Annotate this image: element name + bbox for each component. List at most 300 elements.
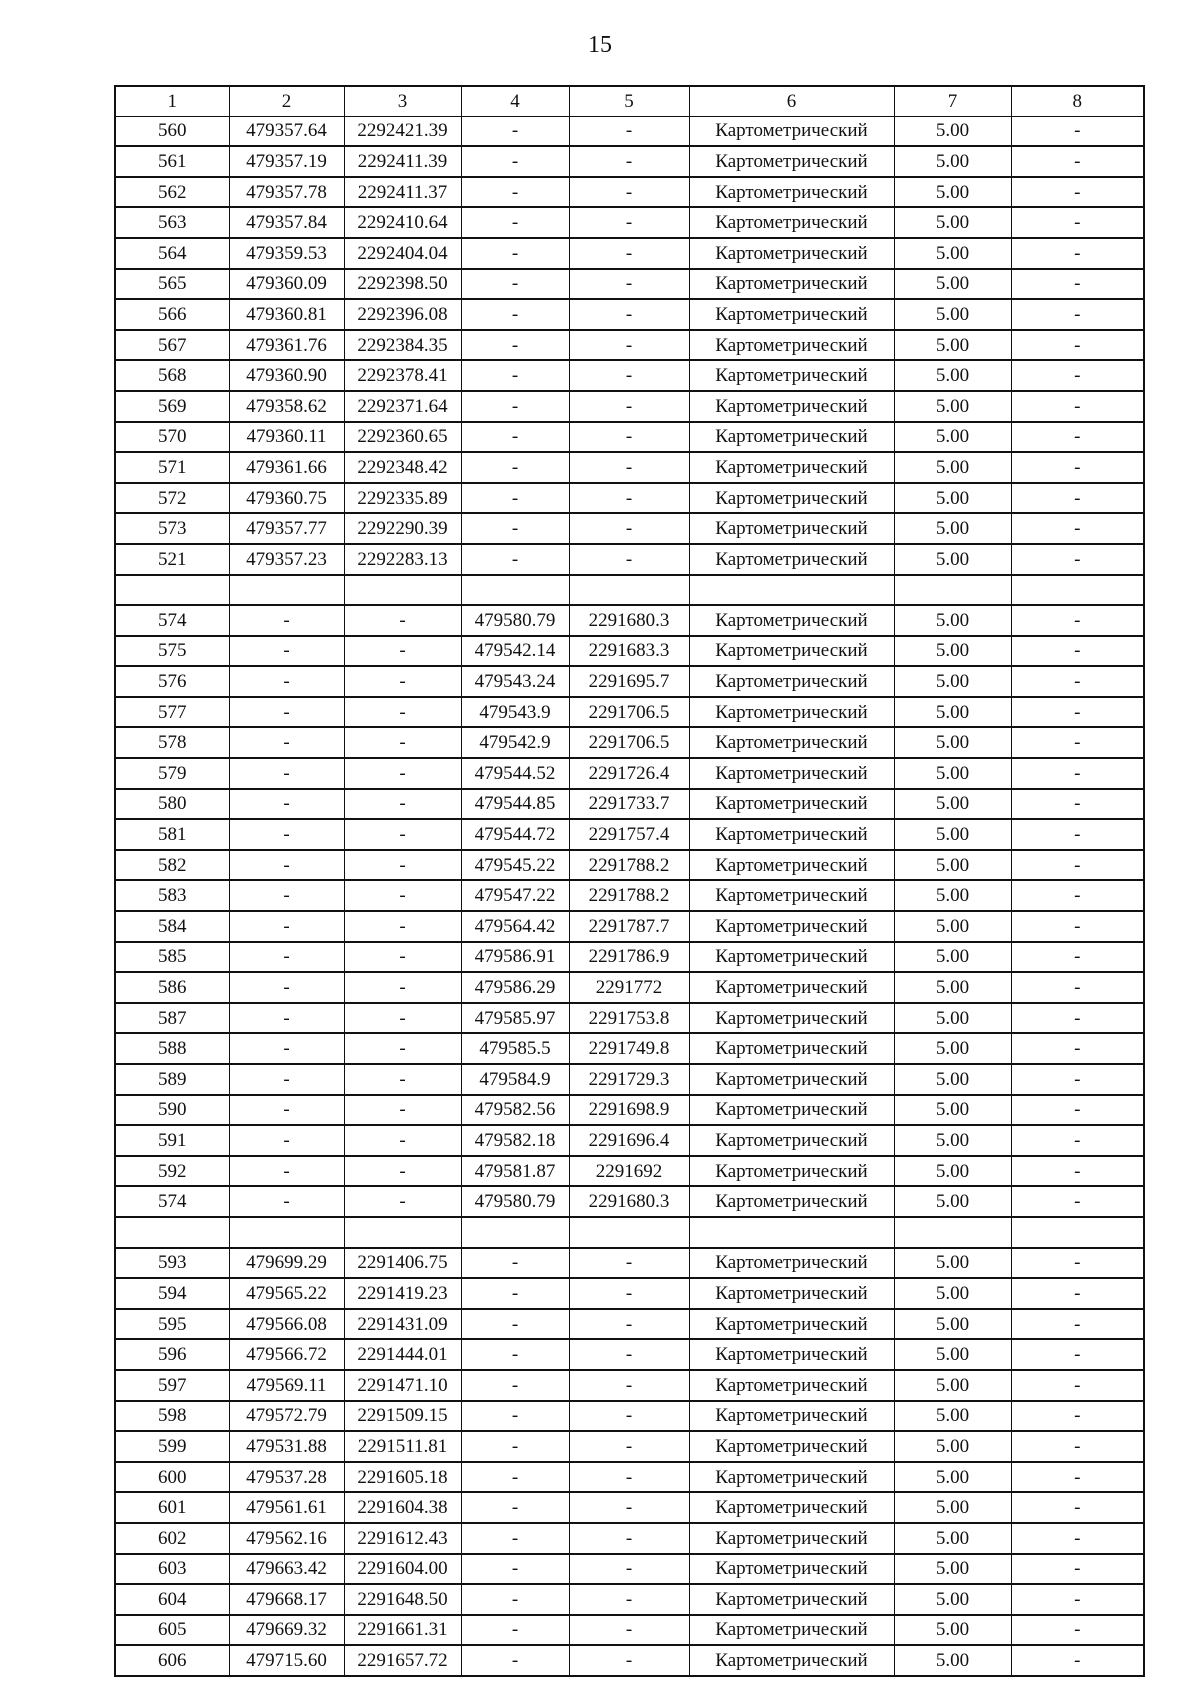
note-cell: - <box>1011 880 1144 911</box>
x-new-coordinate-cell: - <box>461 1248 569 1279</box>
y-coordinate-cell: 2291612.43 <box>344 1523 461 1554</box>
x-new-coordinate-cell: 479543.9 <box>461 697 569 728</box>
x-coordinate-cell: - <box>229 850 344 881</box>
x-coordinate-cell <box>229 575 344 606</box>
y-new-coordinate-cell: - <box>569 452 689 483</box>
point-number-cell: 574 <box>115 605 229 636</box>
y-new-coordinate-cell: - <box>569 391 689 422</box>
y-new-coordinate-cell: - <box>569 360 689 391</box>
y-coordinate-cell: - <box>344 727 461 758</box>
y-coordinate-cell: 2292360.65 <box>344 422 461 453</box>
table-row <box>115 1431 1144 1462</box>
y-coordinate-cell: - <box>344 880 461 911</box>
x-new-coordinate-cell: - <box>461 452 569 483</box>
y-coordinate-cell: 2292411.37 <box>344 177 461 208</box>
point-number-cell: 572 <box>115 483 229 514</box>
accuracy-cell: 5.00 <box>894 513 1011 544</box>
accuracy-cell: 5.00 <box>894 605 1011 636</box>
method-cell: Картометрический <box>689 880 894 911</box>
accuracy-cell: 5.00 <box>894 1615 1011 1646</box>
x-coordinate-cell: - <box>229 1064 344 1095</box>
table-row <box>115 1645 1144 1676</box>
accuracy-cell: 5.00 <box>894 1523 1011 1554</box>
note-cell: - <box>1011 146 1144 177</box>
method-cell: Картометрический <box>689 605 894 636</box>
y-new-coordinate-cell: 2291680.3 <box>569 605 689 636</box>
x-new-coordinate-cell <box>461 575 569 606</box>
x-coordinate-cell: 479360.11 <box>229 422 344 453</box>
x-coordinate-cell: 479699.29 <box>229 1248 344 1279</box>
x-coordinate-cell: 479569.11 <box>229 1370 344 1401</box>
header-cell-1: 1 <box>115 86 229 116</box>
y-coordinate-cell: - <box>344 819 461 850</box>
point-number-cell: 589 <box>115 1064 229 1095</box>
x-coordinate-cell: 479566.72 <box>229 1339 344 1370</box>
accuracy-cell: 5.00 <box>894 146 1011 177</box>
y-coordinate-cell: - <box>344 789 461 820</box>
y-new-coordinate-cell: 2291788.2 <box>569 850 689 881</box>
y-new-coordinate-cell: 2291695.7 <box>569 666 689 697</box>
accuracy-cell: 5.00 <box>894 238 1011 269</box>
accuracy-cell: 5.00 <box>894 483 1011 514</box>
y-new-coordinate-cell: - <box>569 146 689 177</box>
method-cell: Картометрический <box>689 116 894 146</box>
note-cell: - <box>1011 1033 1144 1064</box>
note-cell: - <box>1011 513 1144 544</box>
table-row <box>115 269 1144 300</box>
y-coordinate-cell: 2291511.81 <box>344 1431 461 1462</box>
x-new-coordinate-cell: 479586.29 <box>461 972 569 1003</box>
method-cell: Картометрический <box>689 1339 894 1370</box>
table-header <box>115 86 1144 116</box>
method-cell: Картометрический <box>689 330 894 361</box>
method-cell: Картометрический <box>689 1492 894 1523</box>
y-coordinate-cell: 2292283.13 <box>344 544 461 575</box>
y-new-coordinate-cell: - <box>569 513 689 544</box>
x-coordinate-cell: - <box>229 1003 344 1034</box>
accuracy-cell: 5.00 <box>894 1554 1011 1585</box>
table-row <box>115 1064 1144 1095</box>
accuracy-cell: 5.00 <box>894 1064 1011 1095</box>
method-cell: Картометрический <box>689 1248 894 1279</box>
accuracy-cell: 5.00 <box>894 1339 1011 1370</box>
y-coordinate-cell: 2292335.89 <box>344 483 461 514</box>
y-coordinate-cell: 2292371.64 <box>344 391 461 422</box>
table-row <box>115 605 1144 636</box>
y-new-coordinate-cell: - <box>569 483 689 514</box>
x-coordinate-cell: 479357.78 <box>229 177 344 208</box>
point-number-cell: 586 <box>115 972 229 1003</box>
note-cell: - <box>1011 1125 1144 1156</box>
accuracy-cell: 5.00 <box>894 1095 1011 1126</box>
x-new-coordinate-cell: 479542.14 <box>461 636 569 667</box>
y-coordinate-cell <box>344 1217 461 1248</box>
y-coordinate-cell: 2292348.42 <box>344 452 461 483</box>
table-row <box>115 207 1144 238</box>
x-new-coordinate-cell: 479580.79 <box>461 605 569 636</box>
method-cell: Картометрический <box>689 1156 894 1187</box>
note-cell <box>1011 575 1144 606</box>
x-coordinate-cell: - <box>229 942 344 973</box>
table-row <box>115 116 1144 146</box>
note-cell: - <box>1011 360 1144 391</box>
point-number-cell: 604 <box>115 1584 229 1615</box>
accuracy-cell: 5.00 <box>894 972 1011 1003</box>
table-row <box>115 146 1144 177</box>
table-row <box>115 1339 1144 1370</box>
y-new-coordinate-cell: - <box>569 1615 689 1646</box>
accuracy-cell: 5.00 <box>894 391 1011 422</box>
x-coordinate-cell: - <box>229 636 344 667</box>
point-number-cell: 605 <box>115 1615 229 1646</box>
x-coordinate-cell: - <box>229 789 344 820</box>
method-cell: Картометрический <box>689 1401 894 1432</box>
x-new-coordinate-cell: - <box>461 116 569 146</box>
x-coordinate-cell: 479715.60 <box>229 1645 344 1676</box>
table-body <box>115 116 1144 1676</box>
method-cell: Картометрический <box>689 391 894 422</box>
accuracy-cell: 5.00 <box>894 819 1011 850</box>
y-coordinate-cell: - <box>344 850 461 881</box>
point-number-cell: 594 <box>115 1278 229 1309</box>
y-new-coordinate-cell: 2291753.8 <box>569 1003 689 1034</box>
x-new-coordinate-cell: 479564.42 <box>461 911 569 942</box>
point-number-cell: 576 <box>115 666 229 697</box>
x-new-coordinate-cell: - <box>461 1554 569 1585</box>
x-new-coordinate-cell: - <box>461 1645 569 1676</box>
method-cell: Картометрический <box>689 1584 894 1615</box>
y-coordinate-cell: - <box>344 972 461 1003</box>
x-new-coordinate-cell <box>461 1217 569 1248</box>
y-coordinate-cell: - <box>344 666 461 697</box>
note-cell: - <box>1011 758 1144 789</box>
note-cell: - <box>1011 819 1144 850</box>
y-coordinate-cell: 2291406.75 <box>344 1248 461 1279</box>
point-number-cell: 602 <box>115 1523 229 1554</box>
y-coordinate-cell: 2291431.09 <box>344 1309 461 1340</box>
x-coordinate-cell: 479361.66 <box>229 452 344 483</box>
method-cell: Картометрический <box>689 972 894 1003</box>
y-new-coordinate-cell: - <box>569 269 689 300</box>
x-new-coordinate-cell: - <box>461 1523 569 1554</box>
x-new-coordinate-cell: - <box>461 207 569 238</box>
y-new-coordinate-cell: 2291749.8 <box>569 1033 689 1064</box>
y-coordinate-cell: 2291444.01 <box>344 1339 461 1370</box>
table-row <box>115 1584 1144 1615</box>
y-coordinate-cell: 2291471.10 <box>344 1370 461 1401</box>
y-coordinate-cell: 2292378.41 <box>344 360 461 391</box>
method-cell: Картометрический <box>689 1125 894 1156</box>
y-new-coordinate-cell: - <box>569 207 689 238</box>
note-cell: - <box>1011 1645 1144 1676</box>
x-new-coordinate-cell: - <box>461 360 569 391</box>
note-cell: - <box>1011 391 1144 422</box>
note-cell: - <box>1011 299 1144 330</box>
method-cell: Картометрический <box>689 727 894 758</box>
point-number-cell: 578 <box>115 727 229 758</box>
method-cell <box>689 575 894 606</box>
note-cell: - <box>1011 1523 1144 1554</box>
table-row <box>115 1248 1144 1279</box>
accuracy-cell: 5.00 <box>894 116 1011 146</box>
method-cell: Картометрический <box>689 544 894 575</box>
note-cell: - <box>1011 1339 1144 1370</box>
y-coordinate-cell: 2292290.39 <box>344 513 461 544</box>
table-row <box>115 177 1144 208</box>
page-number: 15 <box>588 32 612 58</box>
x-coordinate-cell: 479360.09 <box>229 269 344 300</box>
method-cell: Картометрический <box>689 1186 894 1217</box>
method-cell: Картометрический <box>689 911 894 942</box>
x-coordinate-cell: - <box>229 697 344 728</box>
x-coordinate-cell: - <box>229 1033 344 1064</box>
x-coordinate-cell: 479361.76 <box>229 330 344 361</box>
x-new-coordinate-cell: 479547.22 <box>461 880 569 911</box>
point-number-cell: 592 <box>115 1156 229 1187</box>
method-cell: Картометрический <box>689 238 894 269</box>
table-row <box>115 636 1144 667</box>
x-coordinate-cell: 479565.22 <box>229 1278 344 1309</box>
x-new-coordinate-cell: 479545.22 <box>461 850 569 881</box>
y-new-coordinate-cell: 2291788.2 <box>569 880 689 911</box>
separator-row <box>115 1217 1144 1248</box>
x-coordinate-cell: 479360.81 <box>229 299 344 330</box>
point-number-cell: 588 <box>115 1033 229 1064</box>
note-cell: - <box>1011 605 1144 636</box>
method-cell: Картометрический <box>689 1003 894 1034</box>
method-cell: Картометрический <box>689 1431 894 1462</box>
x-new-coordinate-cell: 479582.18 <box>461 1125 569 1156</box>
table-row <box>115 758 1144 789</box>
x-new-coordinate-cell: - <box>461 422 569 453</box>
method-cell: Картометрический <box>689 422 894 453</box>
point-number-cell: 579 <box>115 758 229 789</box>
method-cell: Картометрический <box>689 1064 894 1095</box>
table-row <box>115 850 1144 881</box>
x-new-coordinate-cell: - <box>461 391 569 422</box>
accuracy-cell: 5.00 <box>894 1645 1011 1676</box>
x-coordinate-cell: 479531.88 <box>229 1431 344 1462</box>
y-new-coordinate-cell: 2291726.4 <box>569 758 689 789</box>
x-coordinate-cell: - <box>229 758 344 789</box>
y-coordinate-cell: 2291661.31 <box>344 1615 461 1646</box>
y-new-coordinate-cell: - <box>569 1401 689 1432</box>
x-coordinate-cell: 479669.32 <box>229 1615 344 1646</box>
point-number-cell: 521 <box>115 544 229 575</box>
note-cell: - <box>1011 238 1144 269</box>
x-coordinate-cell: 479566.08 <box>229 1309 344 1340</box>
y-new-coordinate-cell: 2291692 <box>569 1156 689 1187</box>
table-row <box>115 880 1144 911</box>
note-cell: - <box>1011 942 1144 973</box>
accuracy-cell: 5.00 <box>894 1003 1011 1034</box>
table-row <box>115 1615 1144 1646</box>
accuracy-cell <box>894 1217 1011 1248</box>
method-cell: Картометрический <box>689 1462 894 1493</box>
note-cell: - <box>1011 207 1144 238</box>
y-coordinate-cell: 2291604.38 <box>344 1492 461 1523</box>
accuracy-cell: 5.00 <box>894 1462 1011 1493</box>
accuracy-cell: 5.00 <box>894 1033 1011 1064</box>
x-new-coordinate-cell: - <box>461 1584 569 1615</box>
note-cell: - <box>1011 1554 1144 1585</box>
table-row <box>115 1003 1144 1034</box>
note-cell: - <box>1011 422 1144 453</box>
accuracy-cell: 5.00 <box>894 1370 1011 1401</box>
x-new-coordinate-cell: - <box>461 1431 569 1462</box>
point-number-cell: 599 <box>115 1431 229 1462</box>
table-row <box>115 1401 1144 1432</box>
method-cell: Картометрический <box>689 1523 894 1554</box>
accuracy-cell: 5.00 <box>894 1278 1011 1309</box>
point-number-cell: 570 <box>115 422 229 453</box>
x-coordinate-cell: - <box>229 1095 344 1126</box>
note-cell: - <box>1011 727 1144 758</box>
y-coordinate-cell: 2291509.15 <box>344 1401 461 1432</box>
point-number-cell <box>115 575 229 606</box>
method-cell: Картометрический <box>689 1278 894 1309</box>
accuracy-cell: 5.00 <box>894 789 1011 820</box>
note-cell: - <box>1011 1462 1144 1493</box>
note-cell: - <box>1011 666 1144 697</box>
x-new-coordinate-cell: - <box>461 1401 569 1432</box>
table-row <box>115 942 1144 973</box>
x-coordinate-cell: 479537.28 <box>229 1462 344 1493</box>
note-cell: - <box>1011 483 1144 514</box>
note-cell: - <box>1011 116 1144 146</box>
note-cell: - <box>1011 1370 1144 1401</box>
table-row <box>115 483 1144 514</box>
y-new-coordinate-cell: - <box>569 116 689 146</box>
accuracy-cell: 5.00 <box>894 269 1011 300</box>
accuracy-cell: 5.00 <box>894 207 1011 238</box>
x-new-coordinate-cell: - <box>461 513 569 544</box>
note-cell: - <box>1011 544 1144 575</box>
method-cell: Картометрический <box>689 483 894 514</box>
point-number-cell: 581 <box>115 819 229 850</box>
accuracy-cell: 5.00 <box>894 880 1011 911</box>
x-new-coordinate-cell: - <box>461 299 569 330</box>
note-cell: - <box>1011 1278 1144 1309</box>
y-new-coordinate-cell: - <box>569 1523 689 1554</box>
y-coordinate-cell: - <box>344 1156 461 1187</box>
y-coordinate-cell: - <box>344 1003 461 1034</box>
point-number-cell: 595 <box>115 1309 229 1340</box>
y-new-coordinate-cell: - <box>569 1309 689 1340</box>
method-cell: Картометрический <box>689 360 894 391</box>
y-new-coordinate-cell <box>569 575 689 606</box>
x-new-coordinate-cell: - <box>461 1615 569 1646</box>
point-number-cell: 567 <box>115 330 229 361</box>
y-new-coordinate-cell: - <box>569 1278 689 1309</box>
x-coordinate-cell: - <box>229 605 344 636</box>
table-row <box>115 1186 1144 1217</box>
point-number-cell: 568 <box>115 360 229 391</box>
x-new-coordinate-cell: 479585.5 <box>461 1033 569 1064</box>
point-number-cell: 600 <box>115 1462 229 1493</box>
y-new-coordinate-cell: - <box>569 422 689 453</box>
y-new-coordinate-cell: 2291698.9 <box>569 1095 689 1126</box>
accuracy-cell: 5.00 <box>894 544 1011 575</box>
header-cell-3: 3 <box>344 86 461 116</box>
note-cell: - <box>1011 1615 1144 1646</box>
point-number-cell: 606 <box>115 1645 229 1676</box>
x-new-coordinate-cell: 479582.56 <box>461 1095 569 1126</box>
accuracy-cell: 5.00 <box>894 697 1011 728</box>
accuracy-cell: 5.00 <box>894 1492 1011 1523</box>
table-row <box>115 789 1144 820</box>
x-coordinate-cell: 479357.19 <box>229 146 344 177</box>
header-row <box>115 86 1144 116</box>
point-number-cell: 566 <box>115 299 229 330</box>
accuracy-cell: 5.00 <box>894 850 1011 881</box>
table-row <box>115 1523 1144 1554</box>
y-coordinate-cell: 2291605.18 <box>344 1462 461 1493</box>
y-coordinate-cell <box>344 575 461 606</box>
point-number-cell: 596 <box>115 1339 229 1370</box>
note-cell: - <box>1011 452 1144 483</box>
method-cell: Картометрический <box>689 269 894 300</box>
x-coordinate-cell: 479562.16 <box>229 1523 344 1554</box>
y-coordinate-cell: - <box>344 1125 461 1156</box>
note-cell: - <box>1011 1156 1144 1187</box>
accuracy-cell: 5.00 <box>894 177 1011 208</box>
table-row <box>115 972 1144 1003</box>
table-row <box>115 544 1144 575</box>
x-new-coordinate-cell: 479584.9 <box>461 1064 569 1095</box>
x-coordinate-cell: 479360.90 <box>229 360 344 391</box>
y-coordinate-cell: - <box>344 636 461 667</box>
x-coordinate-cell <box>229 1217 344 1248</box>
accuracy-cell: 5.00 <box>894 452 1011 483</box>
x-new-coordinate-cell: 479542.9 <box>461 727 569 758</box>
accuracy-cell: 5.00 <box>894 1248 1011 1279</box>
x-coordinate-cell: 479360.75 <box>229 483 344 514</box>
method-cell: Картометрический <box>689 1370 894 1401</box>
y-coordinate-cell: - <box>344 1095 461 1126</box>
method-cell: Картометрический <box>689 513 894 544</box>
y-new-coordinate-cell: - <box>569 1584 689 1615</box>
y-coordinate-cell: 2292384.35 <box>344 330 461 361</box>
x-coordinate-cell: - <box>229 911 344 942</box>
point-number-cell: 569 <box>115 391 229 422</box>
header-cell-2: 2 <box>229 86 344 116</box>
table-row <box>115 697 1144 728</box>
point-number-cell: 575 <box>115 636 229 667</box>
y-coordinate-cell: - <box>344 758 461 789</box>
method-cell: Картометрический <box>689 177 894 208</box>
note-cell: - <box>1011 1584 1144 1615</box>
point-number-cell: 598 <box>115 1401 229 1432</box>
point-number-cell: 562 <box>115 177 229 208</box>
point-number-cell: 563 <box>115 207 229 238</box>
method-cell: Картометрический <box>689 1033 894 1064</box>
note-cell: - <box>1011 697 1144 728</box>
y-new-coordinate-cell: 2291786.9 <box>569 942 689 973</box>
table-row <box>115 1462 1144 1493</box>
x-new-coordinate-cell: - <box>461 146 569 177</box>
table-row <box>115 819 1144 850</box>
y-new-coordinate-cell: - <box>569 177 689 208</box>
table-row <box>115 391 1144 422</box>
header-cell-8: 8 <box>1011 86 1144 116</box>
accuracy-cell: 5.00 <box>894 360 1011 391</box>
table-row <box>115 1095 1144 1126</box>
y-new-coordinate-cell: - <box>569 1645 689 1676</box>
y-new-coordinate-cell: - <box>569 1248 689 1279</box>
x-new-coordinate-cell: - <box>461 544 569 575</box>
accuracy-cell: 5.00 <box>894 1156 1011 1187</box>
